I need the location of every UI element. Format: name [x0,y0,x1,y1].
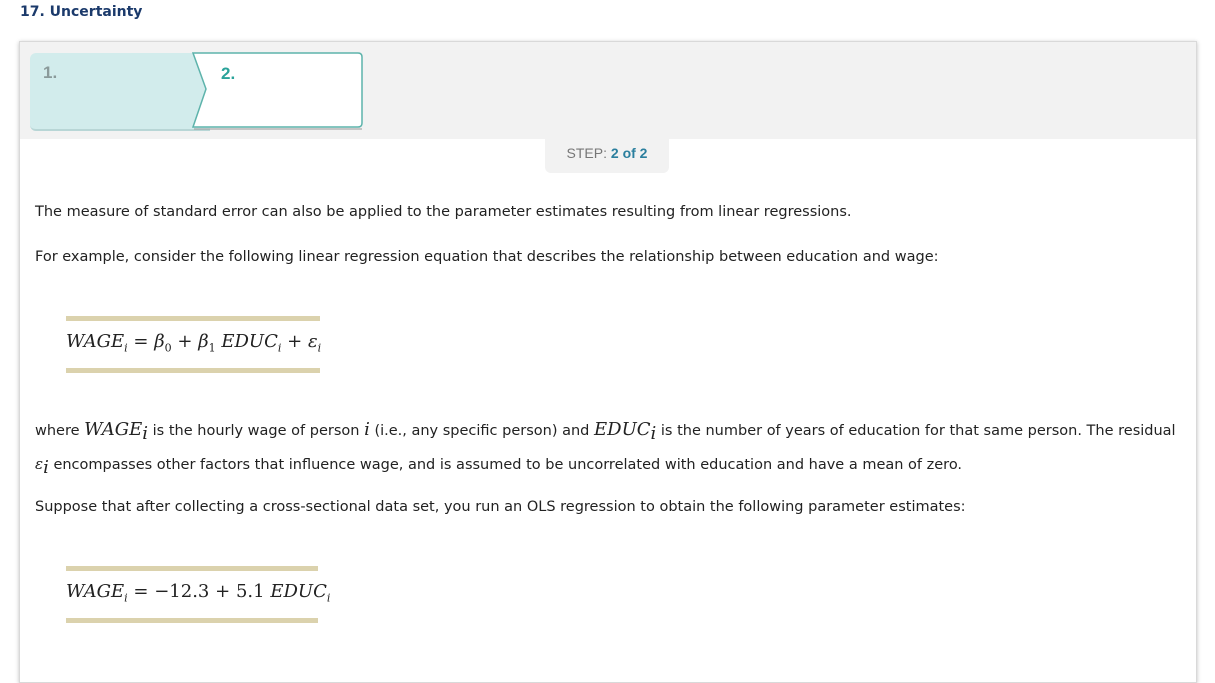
p3-var-epsilon: ε [35,454,44,473]
paragraph-estimates: Suppose that after collecting a cross-sectional data set, you run an OLS regression to obtain the following parameter estimates: [35,499,966,515]
p3-text-3: (i.e., any specific person) and [374,423,590,439]
eq1-wage-sub: i [124,341,128,355]
eq2-wage-sub: i [124,591,128,605]
p3-var-i: i [364,419,370,440]
step-1-tab[interactable] [30,53,210,131]
eq1-beta0-sub: 0 [164,341,172,355]
p3-text-5: residual [1118,423,1176,439]
eq2-equals: = [133,581,149,602]
question-title: 17. Uncertainty [20,4,143,20]
eq2-wage: WAGE [66,581,125,602]
p3-text-1: where [35,423,80,439]
eq1-beta1: β [198,331,209,352]
eq1-beta0: β [154,331,165,352]
equation-model [66,316,320,373]
eq1-epsilon: ε [307,331,318,352]
paragraph-definitions [35,415,1185,483]
p3-var-epsilon-sub: i [43,456,49,478]
step-2-tab-shape[interactable] [190,51,365,131]
step-indicator-prefix: STEP: [566,145,607,161]
eq1-equals: = [133,331,149,352]
question-card [19,41,1197,683]
step-navigation [20,42,1196,139]
eq2-plus: + [215,581,231,602]
p3-var-wage-sub: i [142,422,149,444]
equation-estimates [66,566,331,623]
eq1-educ: EDUC [221,331,278,352]
eq1-wage: WAGE [66,331,125,352]
step-indicator-current: 2 of 2 [610,145,648,161]
p3-text-2: is the hourly wage of person [152,423,360,439]
eq1-educ-sub: i [277,341,282,355]
eq1-beta1-sub: 1 [208,341,216,355]
p3-var-educ-sub: i [650,422,657,444]
step-indicator [545,139,669,173]
paragraph-intro: The measure of standard error can also be applied to the parameter estimates resulting from linear regressions. [35,204,852,220]
eq1-epsilon-sub: i [317,341,322,355]
eq1-plus2: + [287,331,303,352]
p3-var-wage: WAGE [84,419,143,440]
eq2-educ-sub: i [326,591,331,605]
p3-text-4: is the number of years of education for that same person. The [660,423,1114,439]
paragraph-example: For example, consider the following linear regression equation that describes the relationship between education and wage: [35,249,939,265]
p3-text-6: encompasses other factors that influence wage, and is assumed to be uncorrelated with education and have a mean of zero. [53,456,963,473]
step-2-label: 2. [221,64,236,83]
eq2-educ: EDUC [270,581,327,602]
p3-var-educ: EDUC [594,419,651,440]
eq2-constant: −12.3 [154,581,210,602]
step-1-label: 1. [43,63,58,82]
eq1-plus1: + [177,331,193,352]
eq2-coefficient: 5.1 [235,581,265,602]
